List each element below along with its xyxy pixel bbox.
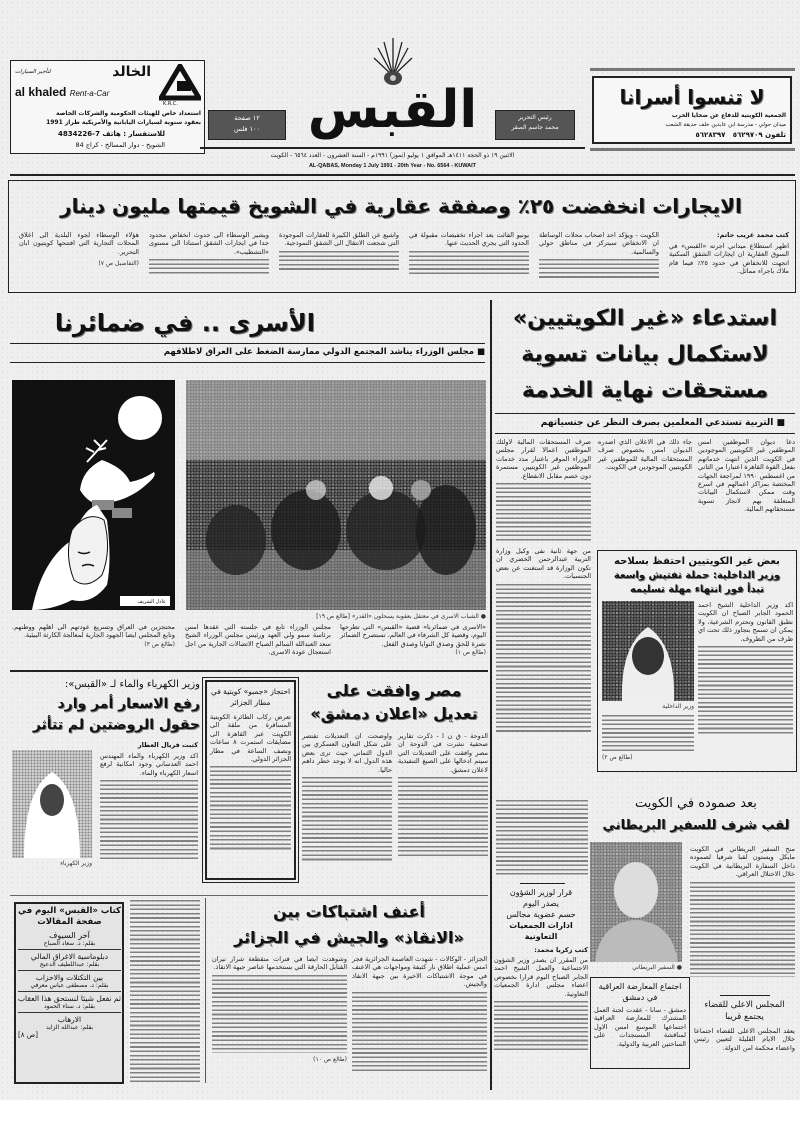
algeria-col-1-text [352, 992, 487, 1072]
electricity-headline-2: رفع الاسعار أمر وارد [57, 696, 200, 712]
egypt-col-1: الدوحة - ق ن ا - ذكرت تقارير صحفية نشرت في الدوحة ان مصر وافقت على التعديلات التي سيتم ادخالها على الصيغ التنفيذية لاعلان دمشق. [398, 732, 488, 774]
non-kuwaitis-col-3: صرف المستحقات المالية لاولئك الموظفين اعمالا لقرار مجلس الوزراء الموقر باعتبار مدد خدمات الموظفين غير الكويتيين مستمرة دون خصم مقابل الانقطاع. [496, 438, 591, 480]
ambassador-photo [590, 842, 682, 962]
algeria-col-2: وشوهدت ايضا في فترات متقطعة شرار نيران القنابل الحارقة التي يستخدمها عناصر جبهة الانقاذ. [212, 955, 347, 972]
banner-col-2-wrap [539, 231, 659, 279]
jumbo-body-text [210, 766, 291, 851]
non-kuwaitis-col-3-text [496, 483, 591, 543]
egypt-col-1-wrap [398, 732, 488, 857]
articles-box-title: كتاب «القبس» اليوم في صفحة المقالات [17, 906, 121, 927]
interior-headline-2: وزير الداخلية: حملة تفتيش واسعة [613, 570, 781, 581]
interior-col-2-wrap [602, 715, 694, 761]
egypt-col-2: واوضحت ان التعديلات تقتصر على شكل التعاون العسكري بين الدول الثماني حيث ترى بعض هذه الدول انه لا يوجد خطر داهم حاليا. [302, 732, 392, 774]
ad-line2: بعقود سنوية لسيارات اليابانية والأمريكية طراز 1991 [46, 119, 201, 126]
header-divider [10, 174, 795, 176]
interior-photo-caption: وزير الداخلية [662, 703, 694, 710]
social-headline-4: ادارات الجمعيات التعاونية [509, 921, 573, 941]
ad-right-title: لا تنسوا أسرانا [619, 85, 765, 109]
ad-line1: استعداد خاص للهيئات الحكومية والشركات الخاصة [56, 110, 201, 117]
social-story [494, 887, 588, 1051]
electricity-col-wrap [100, 741, 198, 860]
photo-group-of-prisoners [186, 380, 486, 610]
ambassador-body-text [690, 882, 795, 977]
prisoners-col-3-wrap [12, 623, 175, 648]
jumbo-wrap [210, 686, 291, 851]
cartoon-prisoner-dove [12, 380, 175, 610]
ad-brand-en: al khaled Rent-a-Car [15, 85, 110, 99]
jumbo-story [205, 680, 296, 880]
photo-man-in-ghutra [602, 601, 694, 701]
prisoners-col-2: مجلس الوزراء تابع في جلسته التي عقدها امس برئاسة سمو ولي العهد ورئيس مجلس الوزراء الشيخ سعد العبدالله السالم الصباح الاتصالات الجارية من اجل استعجال عودة الاسرى. [185, 623, 331, 657]
algeria-headline-1: أعنف اشتباكات بين [273, 902, 425, 921]
divider [10, 343, 485, 344]
education-body-text [496, 800, 588, 875]
non-kuwaitis-subhead: ■ التربية تستدعي المعلمين بصرف النظر عن جنسياتهم [540, 418, 785, 428]
ad-dont-forget-prisoners [592, 76, 792, 144]
articles-box [14, 902, 124, 1084]
egypt-headline-2: تعديل «اعلان دمشق» [310, 704, 478, 723]
egypt-col-1-text [398, 777, 488, 857]
interior-headline-1: بعض غير الكويتيين احتفظ بسلاحه [614, 556, 780, 567]
ad-right-phones: تلفون ٥٦٢٩٧٠٩ ٥٦٢٨٣٩٧ [695, 131, 786, 139]
editor-name: محمد جاسم الصقر [511, 124, 559, 131]
prisoners-more-1: (طالع ص ١) [455, 649, 486, 657]
article-item[interactable]: ثم نفعل شيئا لنستحق هذا العقاب بقلم: د. سناء الحمود [18, 994, 121, 1013]
banner-col-3-text [409, 251, 529, 275]
ad-right-address: ميدان حولي - مدرسة ابن عابدين خلف حديقة الشعب [665, 122, 786, 128]
articles-list [18, 906, 121, 1039]
banner-col-4-text [279, 251, 399, 271]
ambassador-col-wrap [690, 845, 795, 977]
banner-col-3-wrap [409, 231, 529, 275]
ambassador-lead: منح السفير البريطاني في الكويت مايكل ويستون لقبا شرفيا لصموده داخل السفارة البريطانية في الكويت خلال الاحتلال العراقي. [690, 845, 795, 879]
interior-lead: اكد وزير الداخلية الشيخ احمد الحمود الجابر الصباح ان الكويت تطبق القانون وتحترم الشرعية، ولا يمكن ان تسمح بتجاوز ذلك تحت اي ظرف من الظروف. [698, 601, 793, 643]
divider [495, 433, 795, 434]
column-divider [490, 300, 492, 1090]
electricity-body: اكد وزير الكهرباء والماء المهندس احمد العدساني وجود امكانية لرفع اسعار الكهرباء والماء. [100, 752, 198, 777]
social-headline-3: حسم عضوية مجالس [506, 910, 576, 919]
jumbo-body: تعرض ركاب الطائرة الكويتية المسافرة من ملقة الى الكويت عبر القاهرة الى مضايقات استمرت ٨ ساعات ونصف الساعة في مطار الجزائر الدولي. [210, 713, 291, 764]
banner-col-4: واشيع عن الطلق الكبيرة للعقارات الموجودة التي شجعت الانتقال الى الشقق النموذجية. [279, 231, 399, 248]
banner-byline: كتب محمد غريب حاتم: [717, 231, 789, 239]
divider [720, 995, 770, 996]
divider [10, 895, 488, 896]
algeria-col-2-text [212, 975, 347, 1053]
prisoners-subhead: ■ مجلس الوزراء يناشد المجتمع الدولي ممارسة الضغط على العراق لاطلاقهم [163, 347, 485, 357]
banner-col-5-wrap [149, 231, 269, 275]
banner-col-1: اظهر استطلاع ميداني اجرته «القبس» في السوق العقارية ان ايجارات الشقق السكنية اتجهت للانخفاض في حدود ٢٥٪ فيما قام ملاك باجراء مماثل. [669, 242, 789, 276]
banner-story [8, 180, 796, 293]
prisoners-photo [186, 380, 486, 610]
ad-right-org: الجمعية الكويتية للدفاع عن ضحايا الحرب [671, 113, 786, 119]
non-kuwaitis-col-4: من جهة ثانية نفى وكيل وزارة التربية عبدالرحمن الخضري ان تكون الوزارة قد استغنت عن بعض الجنسيات. [496, 547, 591, 581]
interior-col-wrap [698, 601, 793, 736]
editor-box [495, 110, 575, 140]
krc-logo-icon [159, 64, 201, 102]
interior-story [597, 550, 797, 772]
price: ١٠٠ فلس [233, 125, 261, 133]
non-kuwaitis-headline-3: مستحقات نهاية الخدمة [521, 378, 769, 403]
electricity-headline-3: حقول الروضتين لم تتأثر [32, 717, 200, 733]
editor-label: رئيس التحرير [518, 114, 552, 121]
banner-col-6: هؤلاء الوسطاء لجوء البلدية الى اغلاق المحلات التجارية التي افتتحها كويتيون ابان التحرير. [19, 231, 139, 256]
social-headline-2: يصدر اليوم [523, 899, 559, 908]
ad-brand-ar: الخالد [112, 64, 151, 80]
ad-right-rule [590, 68, 795, 71]
price-box [208, 110, 286, 140]
social-body-text [494, 1001, 588, 1051]
ad-address: الشويخ - دوار المسالخ - كراج 84 [75, 141, 165, 149]
banner-col-4-wrap [279, 231, 399, 271]
divider [10, 362, 485, 363]
judiciary-story [694, 999, 795, 1052]
prisoners-col-1-wrap [340, 623, 486, 656]
electricity-byline: كتبت فريال العطار [137, 741, 198, 749]
algeria-more: (طالع ص ١٠) [313, 1055, 347, 1063]
banner-more: (التفاصيل ص ٧) [98, 260, 139, 268]
opposition-wrap [594, 981, 686, 1048]
banner-col-5: ويشير الوسطاء الى حدوث انخفاض محدود جدا في ايجارات الشقق استنادا الى مستوى «التشطيب». [149, 231, 269, 256]
electricity-photo-caption: وزير الكهرباء [60, 860, 92, 867]
algeria-headline-2: «الانقاذ» والجيش في الجزائر [234, 928, 464, 947]
non-kuwaitis-col-2: جاء ذلك في الاعلان الذي اصدره الديوان امس بخصوص صرف المستحقات المالية للموظفين غير الكويتيين الموجودين في الكويت. [598, 438, 692, 472]
non-kuwaitis-headline-1: استدعاء «غير الكويتيين» [512, 306, 778, 331]
non-kuwaitis-col-3-wrap [496, 438, 591, 734]
prisoners-col-2-wrap [185, 623, 331, 657]
interior-headlines [600, 555, 794, 597]
banner-col-1-wrap [669, 231, 789, 276]
egypt-headline-1: مصر وافقت على [326, 681, 462, 700]
page-count: ١٢ صفحة [234, 114, 260, 122]
ad-phone: للاستفسار : هاتف 7-4834226 [58, 130, 165, 138]
algeria-col-2-wrap [212, 955, 347, 1063]
electricity-minister-photo [12, 750, 92, 858]
interior-body-text-2 [602, 715, 694, 751]
prisoners-col-1: «الاسرى في ضمائرنا» قضية «القبس» التي تطرحها اليوم، وقضية كل الشرفاء في العالم، تستصرخ الضمائر نصرة للحق وصدق النوايا وصدق الفعل. [340, 623, 486, 648]
articles-page: [ص ٨] [18, 1031, 38, 1039]
electricity-headline-1: وزير الكهرباء والماء لـ «القبس»: [64, 679, 200, 690]
divider [520, 883, 565, 884]
banner-col-6-wrap [19, 231, 139, 267]
ad-tagline: لتأجير السيارات [15, 69, 51, 75]
article-item[interactable]: الارهاب بقلم: عبدالله الزايد [45, 1015, 94, 1031]
photo-minister-in-ghutra [12, 750, 92, 858]
divider [495, 413, 795, 414]
egypt-col-2-text [302, 777, 392, 862]
opposition-body: دمشق - سانا - عقدت لجنة العمل المشترك للمعارضة العراقية اجتماعها الموسع امس الاول لمناقشة المستجدات على الساحتين العربية والدولية. [594, 1006, 686, 1048]
electricity-body-text [100, 780, 198, 860]
masthead-rule [200, 147, 585, 149]
banner-col-2-text [539, 259, 659, 279]
social-headline-1: قرار لوزير الشؤون [509, 888, 573, 897]
date-arabic: الاثنين ١٩ ذو الحجة ١٤١١هـ الموافق ١ يوليو (تموز) ١٩٩١م - السنة العشرون - العدد ٦٥٦٤ - الكويت [270, 152, 515, 159]
ambassador-headline-2: لقب شرف للسفير البريطاني [602, 818, 790, 833]
non-kuwaitis-headline-2: لاستكمال بيانات تسوية [521, 342, 769, 367]
ambassador-photo-caption: ● السفير البريطاني [632, 964, 682, 971]
ad-krc: K.R.C. [163, 101, 178, 107]
opposition-story [590, 977, 690, 1069]
interior-minister-photo [602, 601, 694, 701]
non-kuwaitis-col-1: دعا ديوان الموظفين امس الموظفين غير الكويتيين الموجودين في الكويت الذين انتهت خدماتهم بفعل القوة القاهرة اعتبارا من الثاني من اغسطس ١٩٩٠ لمراجعة الجهات المختصة بمراكز اعمالهم في اسرع وقت ممكن لاستكمال البيانات المتعلقة بهم لانجاز تسوية مستحقاتهم المالية. [698, 438, 796, 514]
ad-al-khaled [10, 60, 205, 154]
ad-right-rule-bottom [590, 148, 795, 151]
section-divider [10, 670, 488, 672]
masthead-logo: القبس [307, 80, 478, 140]
social-body: من المقرر ان يصدر وزير الشؤون الاجتماعية والعمل الشيخ احمد الجابر الصباح اليوم قرارا بخصوص اعضاء مجلس ادارة الجمعيات التعاونية. [494, 956, 588, 998]
non-kuwaitis-col-1-wrap [698, 438, 795, 514]
banner-headline: الايجارات انخفضت ٢٥٪ وصفقة عقارية في الشويخ قيمتها مليون دينار [60, 194, 742, 218]
prisoners-photo-caption: ● الشباب الاسرى في معتقل بعقوبة يسحلون «القدر» [طالع ص ١٩] [316, 613, 486, 620]
interior-headline-3: تبدأ فور انتهاء مهلة تسليمه [629, 584, 765, 595]
banner-col-5-text [149, 259, 269, 275]
article-item[interactable]: آخر السيوف بقلم: د. سعاد الصباح [18, 931, 121, 950]
banner-col-3: يونيو الفائت بعد اجراء تخفيضات مقبولة في الحدود التي يجري الحديث عنها. [409, 231, 529, 248]
prisoners-col-3: محتجزين في العراق وتسريع عودتهم الى اهلهم ووطنهم. وتابع المجلس ايضا الجهود الجارية لمعالجة الكارثة البيئية. [12, 623, 175, 640]
article-item[interactable]: دبلوماسية الاغراق المالي بقلم: عبداللطيف الدعيج [18, 952, 121, 971]
social-byline: كتب زكريا محمد: [534, 946, 588, 954]
electricity-continued-text [130, 900, 200, 1082]
article-item[interactable]: بين التكتلات والاحزاب بقلم: د. مصطفى عباس معرفي [18, 973, 121, 992]
egypt-col-2-wrap [302, 732, 392, 862]
judiciary-headline: المجلس الاعلى للقضاء يجتمع قريبا [704, 1000, 785, 1022]
ambassador-headline-1: بعد صموده في الكويت [635, 796, 757, 811]
banner-col-2: الكويت - ويؤكد احد اصحاب محلات الوساطة ان الانخفاض سيتركز في مناطق حولي والسالمية. [539, 231, 659, 256]
interior-body-text [698, 646, 793, 736]
judiciary-body: يعقد المجلس الاعلى للقضاء اجتماعا خلال الايام القليلة لتعيين رئيس واعضاء محكمة امن الدولة. [694, 1027, 795, 1052]
interior-more: (طالع ص ٢) [602, 754, 633, 761]
cartoon-signature: عادل الشريف [137, 599, 166, 605]
algeria-col-1: الجزائر - الوكالات - شهدت العاصمة الجزائرية فجر امس عملية اطلاق نار كثيفة ومواجهات هي الاعنف في موجة الاشتباكات الاخيرة بين جبهة الانقاذ والجيش. [352, 955, 487, 989]
photo-ambassador-portrait [590, 842, 682, 962]
algeria-col-1-wrap [352, 955, 487, 1072]
jumbo-headline: احتجاز «جمبو» كويتية في مطار الجزائر [210, 687, 291, 707]
opposition-headline: اجتماع المعارضة العراقية في دمشق [598, 982, 682, 1002]
non-kuwaitis-col-2-wrap [598, 438, 692, 472]
column-divider [205, 898, 206, 1083]
prisoners-more-2: (طالع ص ٣) [144, 640, 175, 648]
prisoners-headline: الأسرى .. في ضمائرنا [54, 309, 315, 337]
date-english: AL-QABAS, Monday 1 July 1991 - 20th Year - No. 6564 - KUWAIT [308, 163, 477, 169]
non-kuwaitis-col-4-text [496, 584, 591, 734]
